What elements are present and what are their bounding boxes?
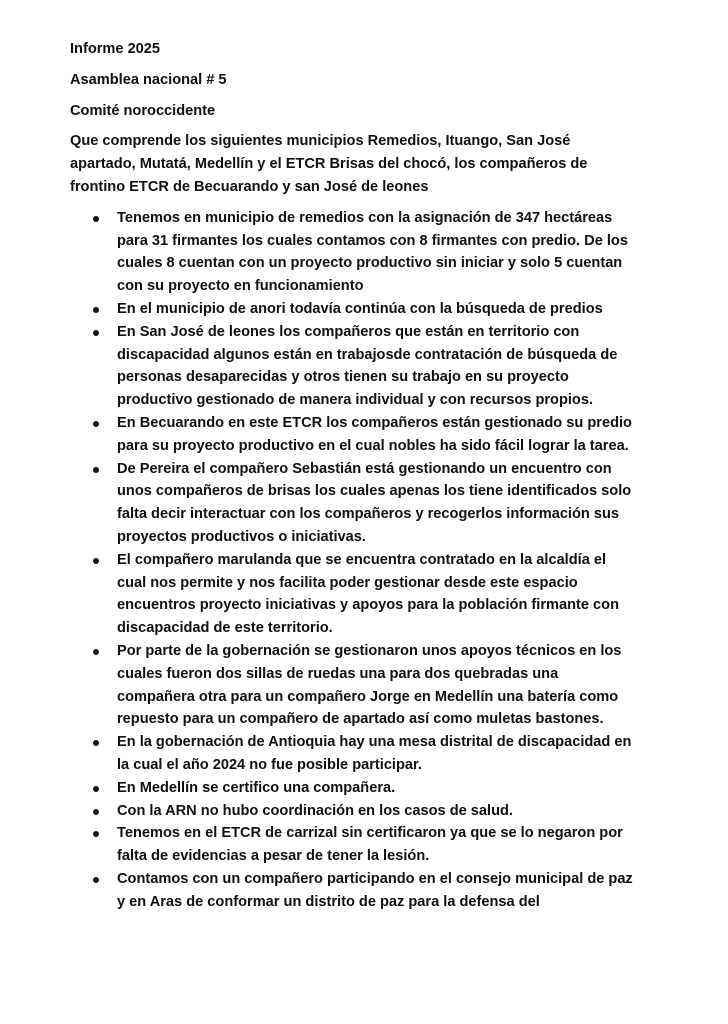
bullet-icon — [93, 307, 99, 313]
committee-heading: Comité noroccidente — [70, 102, 216, 119]
bullet-text: En Becuarando en este ETCR los compañeros están gestionado su predio para su proyecto productivo en el cual nobles ha sido fácil lograr la tarea. — [117, 414, 632, 454]
bullet-icon — [93, 786, 99, 792]
assembly-heading: Asamblea nacional # 5 — [70, 71, 227, 88]
list-item — [70, 458, 635, 549]
bullet-text: Con la ARN no hubo coordinación en los casos de salud. — [117, 802, 513, 819]
list-item — [70, 412, 635, 458]
bullet-icon — [93, 421, 99, 427]
list-item — [70, 321, 635, 412]
bullet-icon — [93, 216, 99, 222]
bullet-text: Tenemos en el ETCR de carrizal sin certificaron ya que se lo negaron por falta de evidencias a pesar de tener la lesión. — [117, 825, 623, 865]
report-title: Informe 2025 — [70, 41, 161, 57]
bullet-text: El compañero marulanda que se encuentra contratado en la alcaldía el cual nos permite y nos facilita poder gestionar desde este espacio encuentros proyecto iniciativas y apoyos para la población firmante con discapacidad de este territorio. — [117, 551, 620, 637]
bullet-text: En Medellín se certifico una compañera. — [117, 779, 396, 796]
list-item — [70, 868, 635, 914]
bullet-text: En la gobernación de Antioquia hay una mesa distrital de discapacidad en la cual el año 2024 no fue posible participar. — [117, 734, 632, 773]
bullet-icon — [93, 740, 99, 746]
bullet-icon — [93, 877, 99, 883]
bullet-text: Por parte de la gobernación se gestionaron unos apoyos técnicos en los cuales fueron dos sillas de ruedas una para dos quebradas una compañera otra para un compañero Jorge en Medellín una batería como repuesto para un compañero de apartado así como muletas bastones. — [117, 642, 622, 728]
list-item — [70, 822, 635, 868]
list-item — [70, 207, 635, 298]
document-page — [70, 38, 635, 913]
list-item — [70, 800, 635, 823]
list-item — [70, 777, 635, 800]
bullet-icon — [93, 809, 99, 815]
bullet-icon — [93, 831, 99, 837]
bullet-text: Tenemos en municipio de remedios con la asignación de 347 hectáreas para 31 firmantes los cuales contamos con 8 firmantes con predio. De los cuales 8 cuentan con un proyecto productivo sin iniciar y solo 5 cuentan con su proyecto en funcionamiento — [117, 209, 628, 295]
bullet-text: En el municipio de anori todavía continúa con la búsqueda de predios — [117, 300, 603, 317]
list-item — [70, 640, 635, 731]
bullet-text: Contamos con un compañero participando en el consejo municipal de paz y en Aras de conformar un distrito de paz para la defensa del — [117, 870, 633, 910]
bullet-list — [70, 207, 635, 914]
list-item — [70, 549, 635, 640]
intro-paragraph: Que comprende los siguientes municipios Remedios, Ituango, San José apartado, Mutatá, Medellín y el ETCR Brisas del chocó, los compañeros de frontino ETCR de Becuarando y san José de leones — [70, 133, 588, 195]
bullet-icon — [93, 467, 99, 473]
bullet-text: En San José de leones los compañeros que están en territorio con discapacidad algunos están en trabajosde contratación de búsqueda de personas desaparecidas y otros tienen su trabajo en su proyecto productivo gestionado de manera individual y con recursos propios. — [117, 323, 618, 409]
bullet-icon — [93, 649, 99, 655]
bullet-text: De Pereira el compañero Sebastián está gestionando un encuentro con unos compañeros de brisas los cuales apenas los tiene identificados solo falta decir interactuar con los compañeros y recogerlos información sus proyectos productivos o iniciativas. — [117, 460, 632, 545]
bullet-icon — [93, 558, 99, 564]
list-item — [70, 298, 635, 321]
list-item — [70, 731, 635, 777]
bullet-icon — [93, 330, 99, 336]
